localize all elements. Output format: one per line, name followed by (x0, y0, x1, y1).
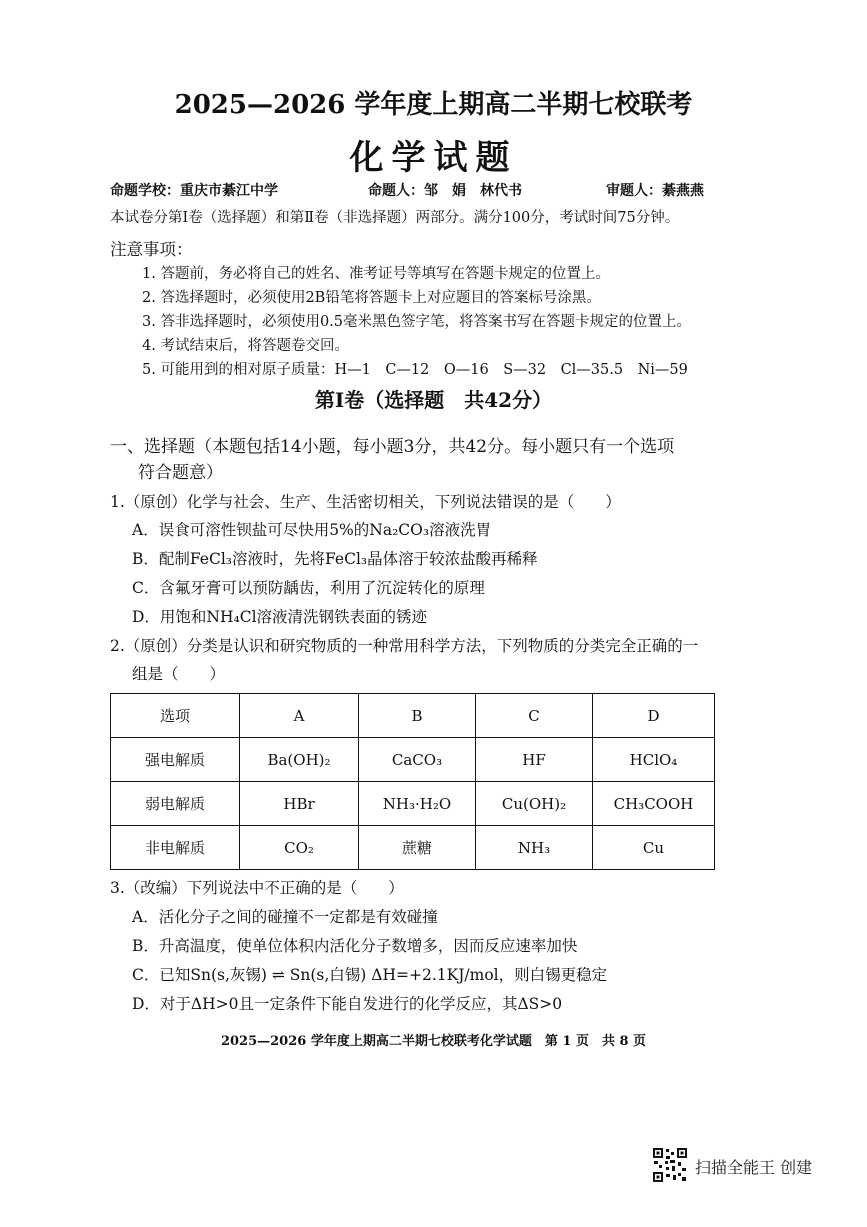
note-item: 3. 答非选择题时，必须使用0.5毫米黑色签字笔，将答案书写在答题卡规定的位置上。 (142, 314, 692, 330)
question-1-option-c: C．含氟牙膏可以预防龋齿，利用了沉淀转化的原理 (132, 579, 485, 597)
table-cell: 弱电解质 (111, 782, 240, 826)
table-header-cell: A (240, 694, 359, 738)
table-cell: Cu(OH)₂ (476, 782, 593, 826)
exam-title: 2025—2026 学年度上期高二半期七校联考 (174, 90, 693, 120)
question-3-option-a: A．活化分子之间的碰撞不一定都是有效碰撞 (132, 908, 438, 926)
subject-title: 化学试题 (349, 138, 518, 178)
question-1-option-b: B．配制FeCl₃溶液时，先将FeCl₃晶体溶于较浓盐酸再稀释 (132, 550, 538, 568)
table-cell: CH₃COOH (593, 782, 715, 826)
qr-code-icon (652, 1147, 688, 1183)
note-item: 2. 答选择题时，必须使用2B铅笔将答题卡上对应题目的答案标号涂黑。 (142, 290, 601, 306)
question-3-option-d: D．对于ΔH>0且一定条件下能自发进行的化学反应，其ΔS>0 (132, 995, 563, 1013)
table-cell: NH₃ (476, 826, 593, 870)
section-title: 第Ⅰ卷（选择题 共42分） (314, 388, 553, 412)
question-1-option-a: A．误食可溶性钡盐可尽快用5%的Na₂CO₃溶液洗胃 (132, 521, 492, 539)
question-3-stem: 3.（改编）下列说法中不正确的是（ ） (110, 879, 404, 897)
scanner-watermark: 扫描全能王 创建 (695, 1158, 813, 1177)
question-3-option-b: B．升高温度，使单位体积内活化分子数增多，因而反应速率加快 (132, 937, 578, 955)
table-cell: Cu (593, 826, 715, 870)
part-heading: 一、选择题（本题包括14小题，每小题3分，共42分。每小题只有一个选项 (110, 437, 675, 457)
table-row (111, 738, 715, 782)
reviewer-line: 审题人：綦燕燕 (606, 183, 704, 199)
question-1-option-d: D．用饱和NH₄Cl溶液清洗钢铁表面的锈迹 (132, 608, 428, 626)
classification-table (110, 693, 715, 870)
table-header-cell: C (476, 694, 593, 738)
table-cell: NH₃·H₂O (359, 782, 476, 826)
table-header-cell: 选项 (111, 694, 240, 738)
question-2-stem: 2.（原创）分类是认识和研究物质的一种常用科学方法，下列物质的分类完全正确的一 (110, 637, 699, 655)
question-2-stem-cont: 组是（ ） (132, 665, 226, 683)
intro-text: 本试卷分第Ⅰ卷（选择题）和第Ⅱ卷（非选择题）两部分。满分100分，考试时间75分钟。 (110, 210, 680, 226)
notes-heading: 注意事项： (110, 240, 193, 259)
table-row (111, 826, 715, 870)
table-cell: HClO₄ (593, 738, 715, 782)
table-header-cell: D (593, 694, 715, 738)
table-cell: Ba(OH)₂ (240, 738, 359, 782)
school-line: 命题学校：重庆市綦江中学 (110, 183, 278, 199)
note-item: 4. 考试结束后，将答题卷交回。 (142, 338, 349, 354)
note-item: 1. 答题前，务必将自己的姓名、准考证号等填写在答题卡规定的位置上。 (142, 266, 610, 282)
question-1-stem: 1.（原创）化学与社会、生产、生活密切相关，下列说法错误的是（ ） (110, 493, 621, 511)
question-3-option-c: C．已知Sn(s,灰锡) ⇌ Sn(s,白锡) ΔH=+2.1KJ/mol，则白锡更稳定 (132, 966, 608, 984)
table-header-row (111, 694, 715, 738)
table-cell: CaCO₃ (359, 738, 476, 782)
part-heading-cont: 符合题意） (138, 463, 223, 483)
table-cell: 非电解质 (111, 826, 240, 870)
note-item: 5. 可能用到的相对原子质量：H—1 C—12 O—16 S—32 Cl—35.5 Ni—59 (142, 362, 688, 378)
table-cell: 蔗糖 (359, 826, 476, 870)
table-row (111, 782, 715, 826)
table-cell: HBr (240, 782, 359, 826)
page-footer: 2025—2026 学年度上期高二半期七校联考化学试题 第 1 页 共 8 页 (220, 1034, 647, 1049)
authors-line: 命题人：邹 娟 林代书 (368, 183, 522, 199)
table-header-cell: B (359, 694, 476, 738)
table-cell: HF (476, 738, 593, 782)
table-cell: 强电解质 (111, 738, 240, 782)
table-cell: CO₂ (240, 826, 359, 870)
